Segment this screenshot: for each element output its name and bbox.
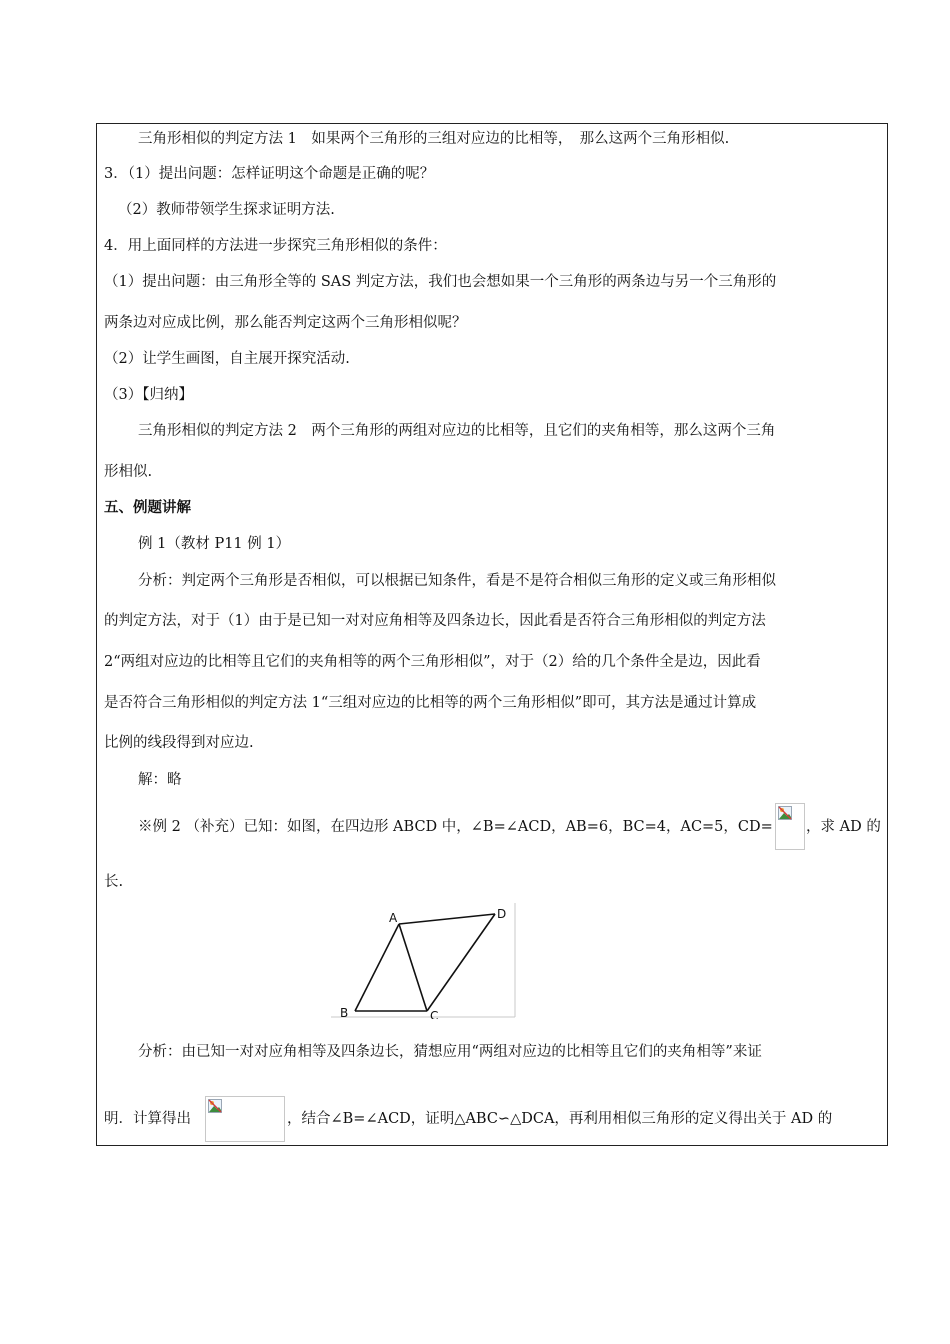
solution-1: 解：略 xyxy=(138,772,182,788)
vertex-label-b: B xyxy=(340,1006,349,1019)
step-3-question: 3．（1）提出问题：怎样证明这个命题是正确的呢？ xyxy=(104,166,435,182)
example-1-title: 例 1（教材 P11 例 1） xyxy=(138,536,291,552)
method-2-statement-1: 三角形相似的判定方法 2 两个三角形的两组对应边的比相等，且它们的夹角相等，那么这两个三角 xyxy=(138,423,776,439)
segment-ad xyxy=(399,914,495,924)
step-4-question-1: （1）提出问题：由三角形全等的 SAS 判定方法，我们也会想如果一个三角形的两条边与另一个三角形的 xyxy=(104,274,777,290)
vertex-label-a: A xyxy=(389,911,398,925)
analysis-1-line-2: 的判定方法，对于（1）由于是已知一对对应角相等及四条边长，因此看是否符合三角形相似的判定方法 xyxy=(104,613,766,629)
analysis-1-line-3: 2“两组对应边的比相等且它们的夹角相等的两个三角形相似”，对于（2）给的几个条件全是边，因此看 xyxy=(104,654,761,670)
step-4-summary: （3）【归纳】 xyxy=(104,387,193,403)
cd-value-image xyxy=(775,803,805,850)
example-2-text-b: ，求 AD 的 xyxy=(806,819,881,835)
step-3-teacher: （2）教师带领学生探求证明方法. xyxy=(118,202,335,218)
example-2-text-c: 长. xyxy=(104,874,124,890)
analysis-2-line-2-a: 明．计算得出 xyxy=(104,1111,191,1127)
segment-cd xyxy=(427,914,495,1011)
step-4-question-2: 两条边对应成比例，那么能否判定这两个三角形相似呢？ xyxy=(104,315,467,331)
ratio-result-image xyxy=(205,1096,285,1142)
broken-image-icon xyxy=(778,806,792,820)
method-1-statement: 三角形相似的判定方法 1 如果两个三角形的三组对应边的比相等， 那么这两个三角形相似. xyxy=(138,131,730,147)
analysis-1-line-1: 分析：判定两个三角形是否相似，可以根据已知条件，看是不是符合相似三角形的定义或三角形相似 xyxy=(138,573,776,589)
example-2-text-a: ※例 2 （补充）已知：如图，在四边形 ABCD 中，∠B=∠ACD，AB=6，BC=4，AC=5，CD= xyxy=(138,819,773,835)
analysis-2-line-2-b: ，结合∠B=∠ACD，证明△ABC∽△DCA，再利用相似三角形的定义得出关于 AD 的 xyxy=(287,1111,833,1127)
vertex-label-d: D xyxy=(497,907,507,921)
broken-image-icon xyxy=(208,1099,222,1113)
segment-ac xyxy=(399,924,427,1011)
analysis-1-line-4: 是否符合三角形相似的判定方法 1“三组对应边的比相等的两个三角形相似”即可，其方法是通过计算成 xyxy=(104,695,757,711)
vertex-label-c: C xyxy=(430,1009,439,1019)
quadrilateral-figure xyxy=(329,901,517,1019)
step-4-activity: （2）让学生画图，自主展开探究活动. xyxy=(104,351,350,367)
analysis-2-line-1: 分析：由已知一对对应角相等及四条边长，猜想应用“两组对应边的比相等且它们的夹角相等”来证 xyxy=(138,1044,762,1060)
analysis-1-line-5: 比例的线段得到对应边. xyxy=(104,735,254,751)
segment-ab xyxy=(355,924,399,1011)
method-2-statement-2: 形相似. xyxy=(104,464,153,480)
step-4-intro: 4．用上面同样的方法进一步探究三角形相似的条件： xyxy=(104,238,447,254)
section-heading: 五、例题讲解 xyxy=(104,500,191,516)
